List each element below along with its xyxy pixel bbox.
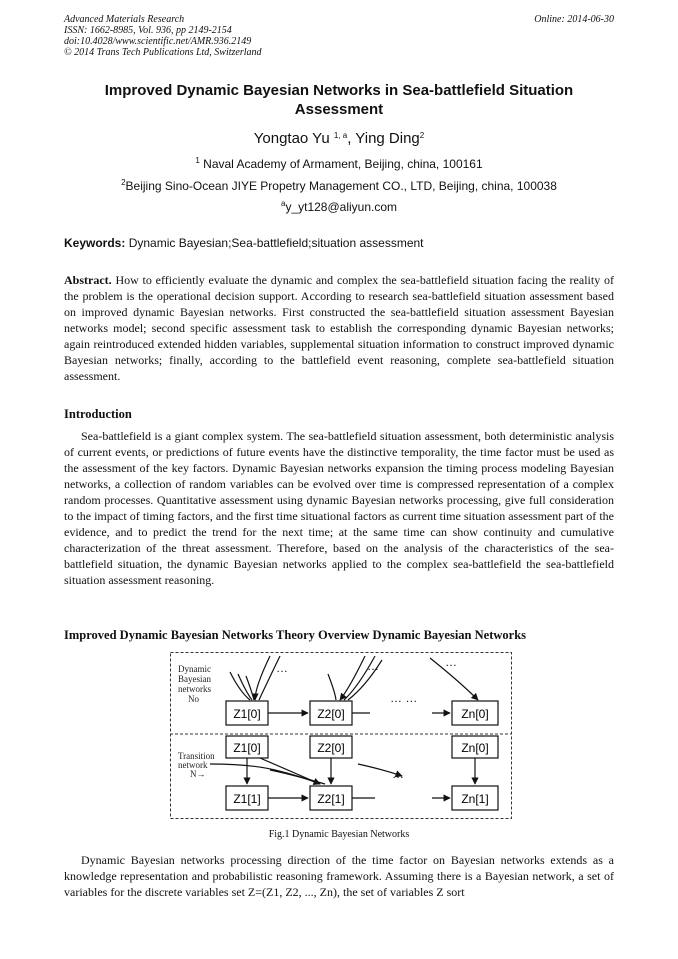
svg-text:Z1[0]: Z1[0] [233, 741, 261, 755]
dbn-label-line-2: Bayesian [178, 674, 211, 684]
email-marker: a [280, 199, 286, 208]
node-z2-0-bottom [310, 736, 352, 758]
theory-heading: Improved Dynamic Bayesian Networks Theory Overview Dynamic Bayesian Networks [64, 628, 527, 642]
ellipsis-2: … [367, 659, 379, 673]
dbn-figure [170, 652, 512, 820]
svg-text:Zn[0]: Zn[0] [461, 707, 489, 721]
svg-text:Z2[0]: Z2[0] [317, 741, 345, 755]
author-1: Yongtao Yu [253, 130, 330, 147]
svg-text:Z1[0]: Z1[0] [233, 707, 261, 721]
dots-transition: … [392, 767, 404, 781]
final-paragraph: Dynamic Bayesian networks processing direction of the time factor on Bayesian networks extends as a knowledge representation and probabilistic reasoning framework. Assuming there is a Bayesian network, a set of variables for the discrete variables set Z=(Z1, Z2, ..., Zn), the set of variables Z sort [64, 853, 614, 899]
title-line-1: Improved Dynamic Bayesian Networks in Sea-battlefield Situation [104, 82, 574, 99]
keywords-label: Keywords: [64, 236, 126, 250]
author-2: Ying Ding [355, 130, 420, 147]
node-z2-0-top [310, 701, 352, 725]
author-2-affiliation: 2 [419, 131, 425, 140]
author-1-affiliation: 1, a [333, 131, 348, 140]
svg-text:Z2[0]: Z2[0] [317, 707, 345, 721]
svg-text:Z1[1]: Z1[1] [233, 792, 261, 806]
svg-text:Zn[1]: Zn[1] [461, 792, 489, 806]
ellipsis-3: … [445, 655, 457, 669]
introduction-paragraph: Sea-battlefield is a giant complex system. The sea-battlefield situation assessment, both deterministic analysis of current events, or predictions of future events have the distinctive temporality, the time factor must be used as the assessment of the key factors. Dynamic Bayesian networks expansion the timing process modeling Bayesian networks, a collection of random variables can be evolved over time is compressed representation of a complex random processes. Quantitative assessment using dynamic Bayesian networks processing, give full consideration to the impact of timing factors, and the first time situational factors as current time situation assessment part of the evidence, and to predict the trend for the next time; at the same time can show continuity and cumulative characterization of the threat assessment. Therefore, based on the analysis of the characteristics of the sea-battlefield situation, the dynamic Bayesian networks applied to the complex sea-battlefield the sea-battlefield situation assessment reasoning. [64, 429, 614, 587]
keywords [64, 236, 614, 251]
affiliation-1-marker: 1 [195, 156, 200, 165]
svg-text:Zn[0]: Zn[0] [461, 741, 489, 755]
node-z1-1 [226, 786, 268, 810]
affiliation-2-text: Beijing Sino-Ocean JIYE Propetry Management CO., LTD, Beijing, china, 100038 [125, 179, 557, 193]
paper-title [64, 81, 614, 119]
transition-label-line-1: Transition [178, 751, 215, 761]
node-z1-0-top [226, 701, 268, 725]
node-zn-1 [452, 786, 498, 810]
node-z2-1 [310, 786, 352, 810]
keywords-text: Dynamic Bayesian;Sea-battlefield;situation assessment [125, 236, 424, 250]
transition-label-line-2: network [178, 760, 208, 770]
abstract [64, 272, 614, 384]
node-z1-0-bottom [226, 736, 268, 758]
dots-between-top: … … [390, 691, 418, 705]
issn-line: ISSN: 1662-8985, Vol. 936, pp 2149-2154 [64, 25, 232, 36]
affiliation-1 [64, 157, 614, 172]
node-zn-0-bottom [452, 736, 498, 758]
copyright-line: © 2014 Trans Tech Publications Ltd, Switzerland [64, 47, 262, 58]
author-separator: , [347, 130, 356, 147]
email-text[interactable]: y_yt128@aliyun.com [285, 200, 398, 214]
incoming-arcs-z1 [230, 656, 280, 700]
figure-caption: Fig.1 Dynamic Bayesian Networks [268, 829, 410, 840]
transition-label [178, 751, 215, 779]
author-email [64, 200, 614, 215]
dbn-label-top [178, 664, 211, 704]
title-line-2: Assessment [294, 101, 384, 118]
affiliation-1-text: Naval Academy of Armament, Beijing, china, 100161 [199, 157, 483, 171]
dbn-label-line-4: No [188, 694, 199, 704]
abstract-text: How to efficiently evaluate the dynamic and complex the sea-battlefield situation facing the reality of the problem is the operational decision support. According to research sea-battlefield situation assessment based on improved dynamic Bayesian networks. First constructed the sea-battlefield situation assessment Bayesian networks model; second specific assessment task to establish the corresponding dynamic Bayesian networks; again reintroduced extended hidden variables, supplemental situation information to construct improved dynamic Bayesian networks; finally, according to the battlefield event reasoning, complete sea-battlefield situation assessment. [64, 273, 614, 383]
dbn-label-line-3: networks [178, 684, 211, 694]
online-date: Online: 2014-06-30 [534, 14, 614, 25]
journal-name: Advanced Materials Research [64, 14, 185, 25]
affiliation-2-marker: 2 [121, 178, 126, 187]
affiliation-2 [64, 179, 614, 194]
introduction-heading: Introduction [64, 407, 132, 421]
journal-header [64, 14, 262, 58]
transition-label-line-3: N→ [190, 769, 206, 779]
svg-text:Z2[1]: Z2[1] [317, 792, 345, 806]
ellipsis-1: … [276, 661, 288, 675]
author-list [64, 130, 614, 148]
node-zn-0-top [452, 701, 498, 725]
abstract-label: Abstract. [64, 273, 112, 287]
doi-line: doi:10.4028/www.scientific.net/AMR.936.2149 [64, 36, 252, 47]
dbn-label-line-1: Dynamic [178, 664, 211, 674]
